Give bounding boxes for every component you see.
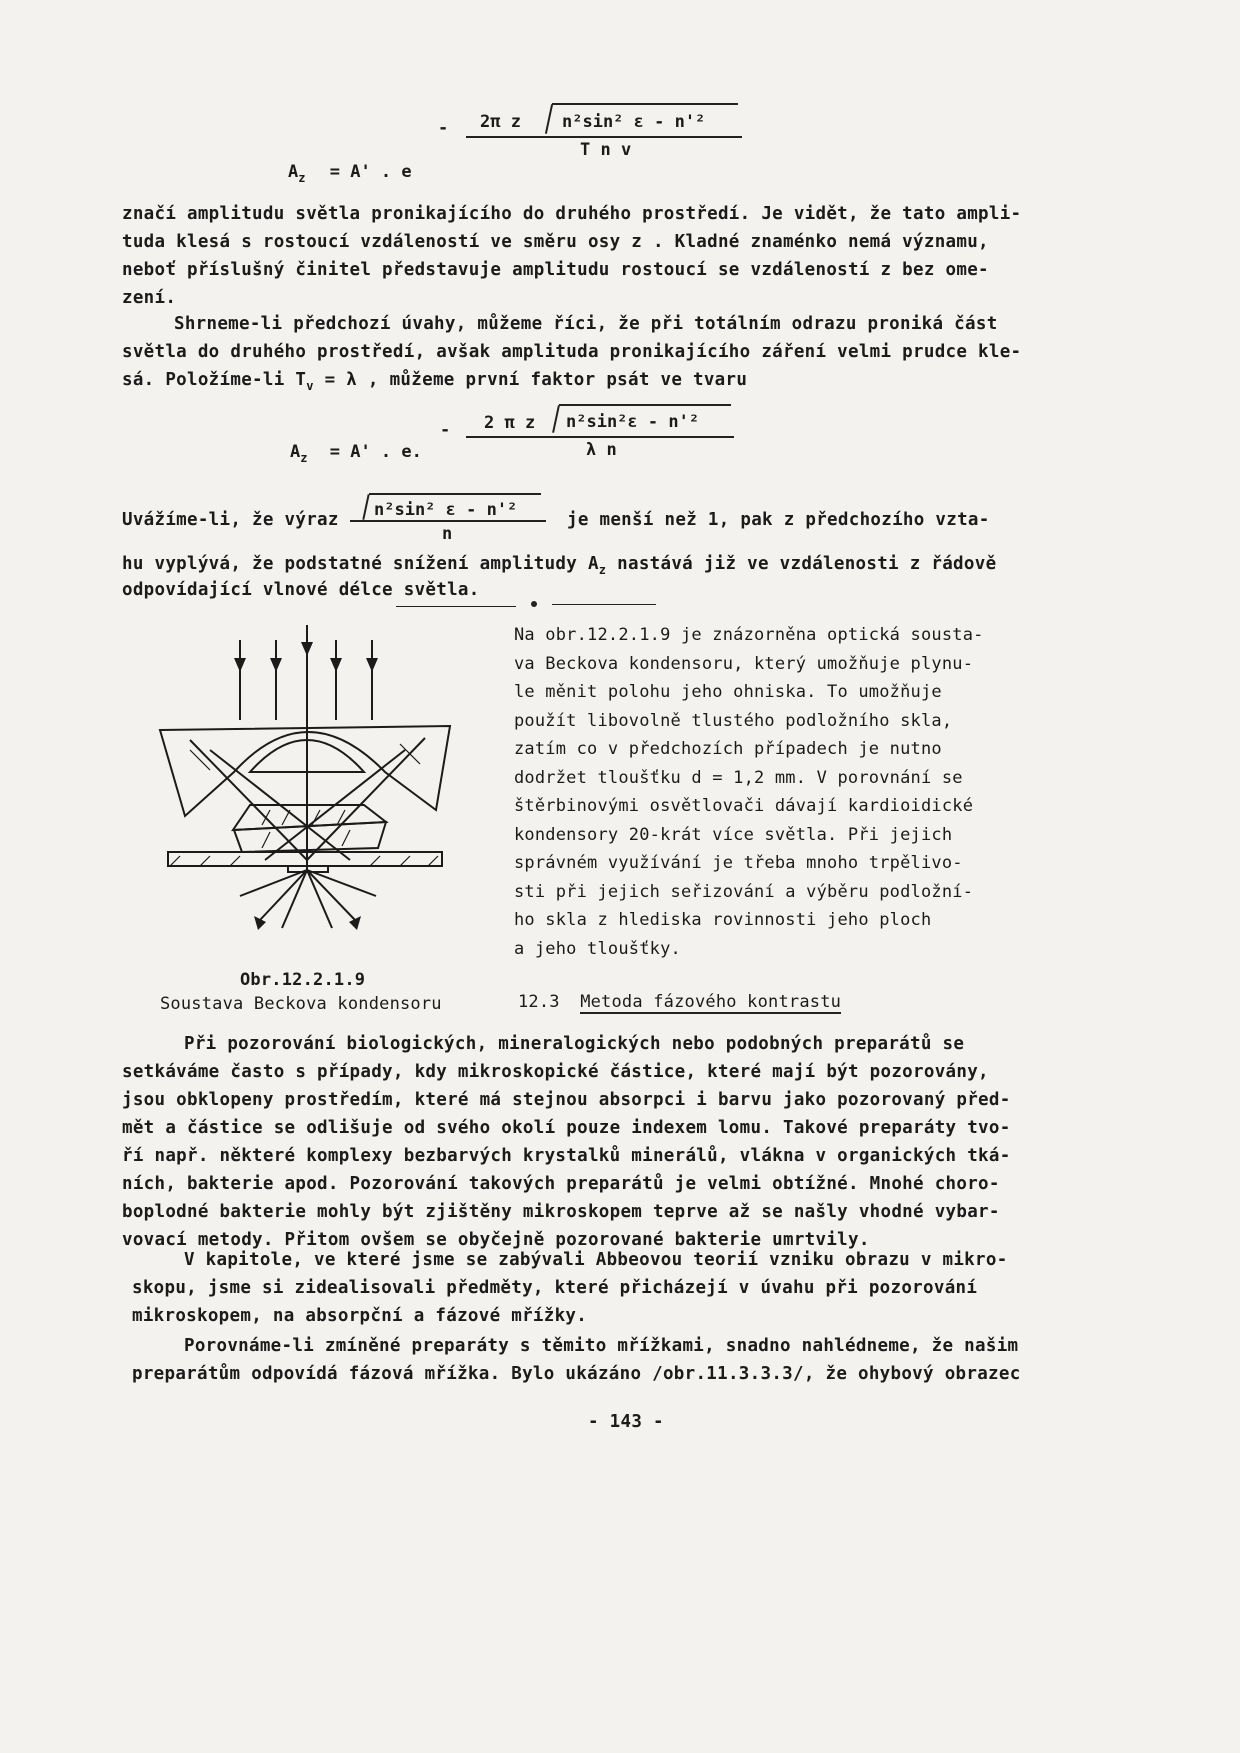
beck-condenser-diagram — [150, 620, 460, 950]
eq2-lhs: $A_z = A'$ . e. — [290, 442, 422, 465]
section-title: Metoda fázového kontrastu — [580, 992, 842, 1012]
section-number: 12.3 — [518, 992, 560, 1012]
para3-fraction-bar — [350, 520, 546, 522]
paragraph-1: značí amplitudu světla pronikajícího do druhého prostředí. Je vidět, že tato ampli- tuda klesá s rostoucí vzdáleností ve směru osy z . Kladné znaménko nemá významu, neboť příslušný činitel představuje amplitudu rostoucí se vzdáleností z bez ome- zení. — [122, 204, 1022, 308]
figure-description: Na obr.12.2.1.9 je znázorněna optická sousta- va Beckova kondensoru, který umožňuje plynu- le měnit polohu jeho ohniska. To umožňuje použít libovolně tlustého podložního skla, zatím co v předchozích případech je nutno dodržet tloušťku d = 1,2 mm. V porovnání se štěrbinovými osvětlovači dávají kardioidické kondensory 20-krát více světla. Při jejich správném využívání je třeba mnoho trpělivo- sti při jejich seřizování a výběru podložní- ho skla z hlediska rovinnosti jeho ploch a jeho tloušťky. — [514, 625, 984, 959]
figure-caption-number: Obr.12.2.1.9 — [240, 970, 366, 990]
paragraph-6: Porovnáme-li zmíněné preparáty s těmito mřížkami, snadno nahlédneme, že našim preparátům odpovídá fázová mřížka. Bylo ukázáno /obr.11.3.3.3/, že ohybový obrazec — [132, 1336, 1021, 1384]
paragraph-5: V kapitole, ve které jsme se zabývali Abbeovou teorií vzniku obrazu v mikro- skopu, jsme si zidealisovali předměty, které přicházejí v úvahu při pozorování mikroskopem, na absorpční a fázové mřížky. — [132, 1250, 1008, 1326]
eq2-root-content: n²sin²ε - n'² — [566, 412, 700, 432]
para3-root-content: n²sin² ε - n'² — [374, 500, 518, 520]
para3-denominator: n — [442, 524, 453, 544]
paragraph-4: Při pozorování biologických, mineralogických nebo podobných preparátů se setkáváme často s případy, kdy mikroskopické částice, které mají být pozorovány, jsou obklopeny prostředím, které má stejnou absorpci i barvu jako pozorovaný před- mět a částice se odlišuje od svého okolí pouze indexem lomu. Takové preparáty tvo- ří např. některé komplexy bezbarvých krystalků minerálů, vlákna v organických tká- ních, bakterie apod. Pozorování takových preparátů je velmi obtížné. Mnohé choro- boplodné bakterie mohly být zjištěny mikroskopem teprve až se našly vhodné vybar- vovací metody. Přitom ovšem se obyčejně pozorované bakterie umrtvily. — [122, 1034, 1011, 1250]
separator-right — [552, 604, 656, 605]
eq1-root-bar — [552, 103, 738, 105]
eq2-root-bar — [559, 404, 731, 406]
eq2-denominator: λ n — [586, 440, 617, 460]
eq1-fraction-bar — [466, 136, 742, 138]
eq2-numerator: 2 π z — [484, 413, 536, 433]
eq1-root-sign — [545, 104, 553, 134]
eq2-root-sign — [552, 405, 560, 433]
section-heading — [518, 988, 841, 1017]
separator-left — [396, 606, 516, 607]
figure-caption-title: Soustava Beckova kondensoru — [160, 994, 442, 1014]
page-number: - 143 - — [588, 1412, 664, 1432]
paragraph-2: Shrneme-li předchozí úvahy, můžeme říci, že při totálním odrazu proniká část světla do druhého prostředí, avšak amplituda pronikajícího záření velmi prudce kle- sá. Položíme-li $T_v = \lambda$ , můžeme první faktor psát ve tvaru — [122, 314, 1022, 393]
eq1-minus: - — [438, 118, 449, 138]
eq2-fraction-bar — [466, 436, 734, 438]
eq1-denominator: T n v — [580, 140, 632, 160]
eq1-lhs: $A_z = A'$ . e — [288, 162, 412, 185]
para3-root-bar — [369, 493, 541, 495]
eq2-minus: - — [440, 420, 451, 440]
document-page: $A_z = A'$ . e - 2π z n²sin² ε - n'² T n v značí amplitudu světla pronikajícího do druhého prostředí. Je vidět, že tato ampli- tuda klesá s rostoucí vzdáleností ve směru osy z . Kladné znaménko nemá významu, neboť příslušný činitel představuje amplitudu rostoucí se vzdáleností z bez ome- zení. Shrneme-li předchozí úvahy, můžeme říci, že při totálním odrazu proniká část světla do druhého prostředí, avšak amplituda pronikajícího záření velmi prudce kle- sá. Položíme-li $T_v = \lambda$ , můžeme první faktor psát ve tvaru $A_z = A'$ . e. - 2 π z n²sin²ε - n'² λ n Uvážíme-li, že výraz n²sin² ε - n'² n je menší než 1, pak z předchozího vzta- hu vyplývá, že podstatné snížení amplitudy $A_z$ nastává již ve vzdálenosti z řádově odpovídající vlnové délce světla. Obr.12.2.1.9 Soustava Beckova kondensoru Na obr.12.2.1.9 je znázorněna optická sousta- va Beckova kondensoru, který umožňuje plynu- le měnit polohu jeho ohniska. To umožňuje použít libovolně tlustého podložního skla, zatím co v předchozích případech je nutno dodržet tloušťku d = 1,2 mm. V porovnání se štěrbinovými osvětlovači dávají kardioidické kondensory 20-krát více světla. Při jejich správném využívání je třeba mnoho trpělivo- sti při jejich seřizování a výběru podložní- ho skla z hlediska rovinnosti jeho ploch a jeho tloušťky. 12.3 Metoda fázového kontrastu Při pozorování biologických, mineralogických nebo podobných preparátů se setkáváme často s případy, kdy mikroskopické částice, které mají být pozorovány, jsou obklopeny prostředím, které má stejnou absorpci i barvu jako pozorovaný před- mět a částice se odlišuje od svého okolí pouze indexem lomu. Takové preparáty tvo- ří např. některé komplexy bezbarvých krystalků minerálů, vlákna v organických tká- ních, bakterie apod. Pozorování takových preparátů je velmi obtížné. Mnohé choro- boplodné bakterie mohly být zjištěny mikroskopem teprve až se našly vhodné vybar- vovací metody. Přitom ovšem se obyčejně pozorované bakterie umrtvily. V kapitole, ve které jsme se zabývali Abbeovou teorií vzniku obrazu v mikro- skopu, jsme si zidealisovali předměty, které přicházejí v úvahu při pozorování mikroskopem, na absorpční a fázové mřížky. Porovnáme-li zmíněné preparáty s těmito mřížkami, snadno nahlédneme, že našim preparátům odpovídá fázová mřížka. Bylo ukázáno /obr.11.3.3.3/, že ohybový obrazec - 143 - — [0, 0, 1240, 1753]
eq1-numerator: 2π z — [480, 112, 521, 132]
para3-root-sign — [362, 494, 369, 520]
eq1-root-content: n²sin² ε - n'² — [562, 112, 706, 132]
separator-dot — [531, 601, 537, 607]
